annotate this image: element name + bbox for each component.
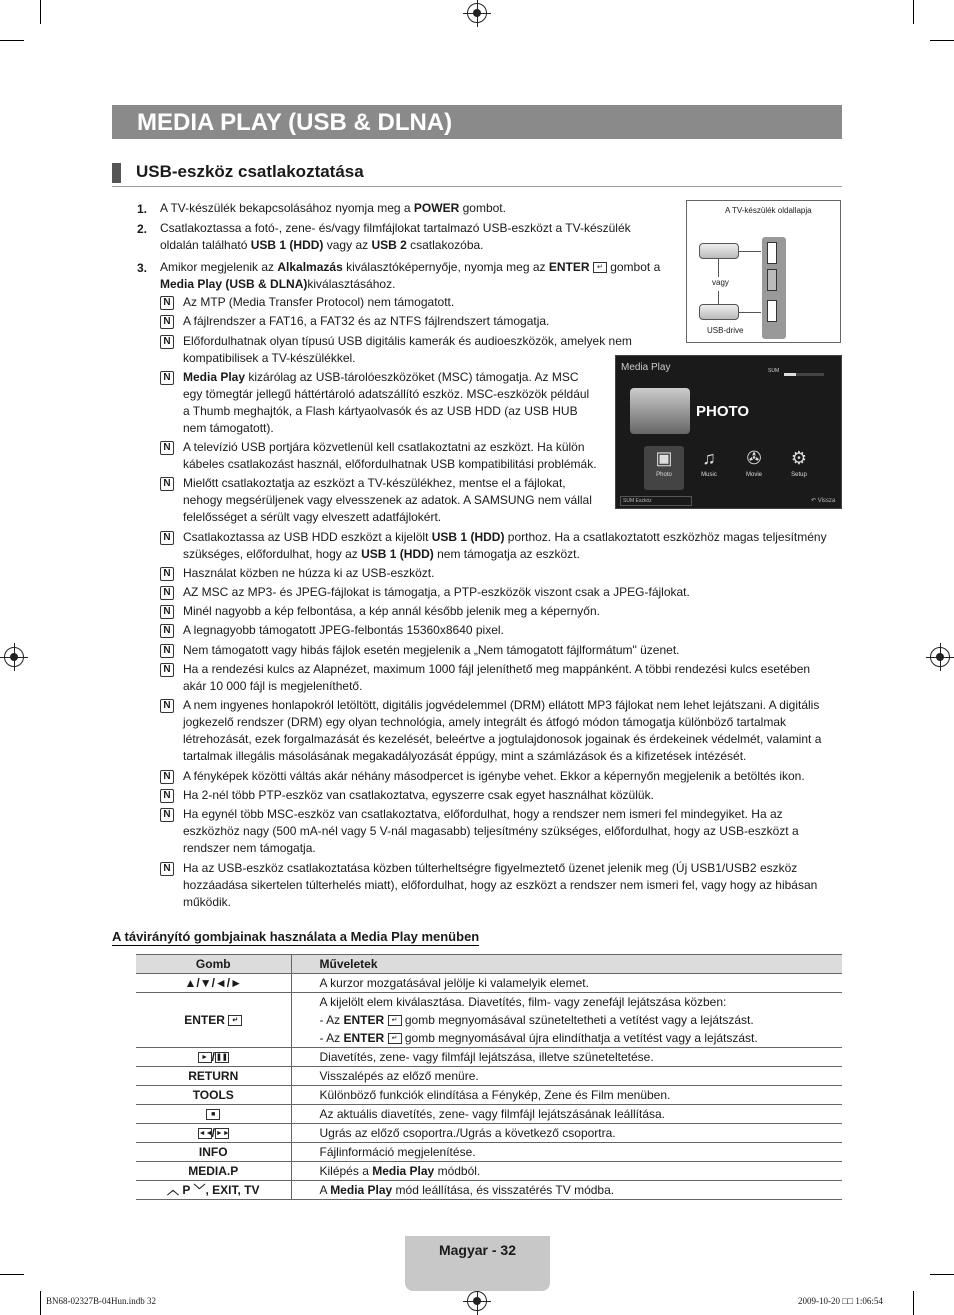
step-number: 3. <box>137 261 148 275</box>
table-row <box>136 1143 842 1162</box>
action-cell: Különböző funkciók elindítása a Fénykép, Zene és Film menüben. <box>291 1086 842 1105</box>
action-cell: Diavetítés, zene- vagy filmfájl lejátszása, illetve szüneteltetése. <box>291 1048 842 1067</box>
gear-icon: ⚙ <box>790 448 808 468</box>
table-row <box>136 1048 842 1067</box>
storage-bar <box>784 373 824 376</box>
media-play-header: Media Play <box>621 362 671 373</box>
photo-icon: ▣ <box>655 448 673 468</box>
note-text: jogkezelő rendszer (DRM) egy olyan technológia, amely integrált és átfogó módon támogatja különböző tartalmak <box>183 715 786 729</box>
enter-icon: ↵ <box>388 1033 402 1044</box>
step-text: oldalán található USB 1 (HDD) vagy az USB 2 csatlakozóba. <box>160 238 484 252</box>
action-cell: Az aktuális diavetítés, zene- vagy filmfájl lejátszásának leállítása. <box>291 1105 842 1124</box>
note-icon: N <box>160 624 174 638</box>
usb-stick-icon <box>699 243 739 259</box>
note-text: Media Play kizárólag az USB-tárolóeszközöket (MSC) támogatja. Az MSC <box>183 370 579 384</box>
registration-mark-icon <box>930 647 950 667</box>
note-text: kompatibilisek a TV-készülékkel. <box>183 351 356 365</box>
tv-side-panel-diagram <box>686 200 841 343</box>
device-selector[interactable]: SUM Eszköz <box>620 496 692 506</box>
registration-mark-icon <box>467 1291 487 1311</box>
play-icon: ► <box>198 1052 212 1063</box>
note-text: rendszer nem támogatja. <box>183 841 316 855</box>
note-text: nehogy megsérüljenek vagy elvesszenek az adatok. A SAMSUNG nem vállal <box>183 493 592 507</box>
action-cell: A Media Play mód leállítása, és visszatérés TV módba. <box>291 1181 842 1200</box>
note-text: nem támogatott). <box>183 421 274 435</box>
table-row <box>136 1181 842 1200</box>
chevron-up-icon: ︿ <box>166 1183 179 1197</box>
movie-menu-item[interactable]: ✇ Movie <box>734 446 774 490</box>
action-cell: A kurzor mozgatásával jelölje ki valamelyik elemet. <box>291 974 842 993</box>
page-number-box <box>405 1236 550 1291</box>
note-icon: N <box>160 663 174 677</box>
table-row <box>136 974 842 993</box>
step-text: Amikor megjelenik az Alkalmazás kiválasztóképernyője, nyomja meg az ENTER ↵ gombot a <box>160 260 661 274</box>
table-row <box>136 993 842 1048</box>
page-title-bar <box>112 105 842 139</box>
note-icon: N <box>160 567 174 581</box>
registration-mark-icon <box>467 3 487 23</box>
side-port-panel <box>762 237 786 339</box>
note-text: kábeles csatlakozást használ, előfordulhatnak USB kompatibilitási problémák. <box>183 457 597 471</box>
imprint-date: 2009-10-20 □□ 1:06:54 <box>798 1296 883 1306</box>
note-text: AZ MSC az MP3- és JPEG-fájlokat is támogatja, a PTP-eszközök viszont csak a JPEG-fájlokat. <box>183 585 690 599</box>
music-menu-item[interactable]: ♫ Music <box>689 446 729 490</box>
note-text: Ha az USB-eszköz csatlakoztatása közben túlterheltségre figyelmeztető üzenet jelenik meg (Új USB1/USB2 eszköz <box>183 861 798 875</box>
action-cell: Ugrás az előző csoportra./Ugrás a következő csoportra. <box>291 1124 842 1143</box>
note-text: létrehozását, ezek forgalmazását és kezelését, beleértve a jogtulajdonosok jogainak és érdekeinek védelmét, valamint a <box>183 732 822 746</box>
step-number: 2. <box>137 222 148 236</box>
remote-buttons-table <box>136 954 842 1200</box>
note-text: A fényképek közötti váltás akár néhány másodpercet is igénybe vehet. Ekkor a képernyőn megjelenik a betöltés ikon. <box>183 769 805 783</box>
usb1-port <box>767 242 777 264</box>
chevron-down-icon: ﹀ <box>193 1183 206 1197</box>
note-text: Ha a rendezési kulcs az Alapnézet, maximum 1000 fájl jeleníthető meg mappánként. A többi rendezési kulcs esetében <box>183 662 811 676</box>
sum-label: SUM <box>768 368 780 374</box>
page-number: Magyar - 32 <box>438 1242 517 1258</box>
button-cell: ▲/▼/◄/► <box>136 974 291 993</box>
note-text: A fájlrendszer a FAT16, a FAT32 és az NTFS fájlrendszert támogatja. <box>183 314 550 328</box>
note-icon: N <box>160 441 174 455</box>
imprint-file: BN68-02327B-04Hun.indb 32 <box>46 1296 156 1306</box>
note-text: eszközhöz nagy (500 mA-nél vagy 5 V-nál magasabb) teljesítmény szükséges, előfordulhat, hogy az USB-eszközt a <box>183 824 799 838</box>
table-row <box>136 1124 842 1143</box>
usb2-port <box>767 300 777 322</box>
note-icon: N <box>160 605 174 619</box>
step-number: 1. <box>137 202 148 216</box>
table-row <box>136 1162 842 1181</box>
action-cell: A kijelölt elem kiválasztása. Diavetítés, film- vagy zenefájl lejátszása közben: - Az ENTER ↵ gomb megnyomásával szüneteltetheti a vetítést vagy a lejátszást. - Az ENTER ↵ gomb megnyomásával újra elindíthatja a vetítést vagy a lejátszást. <box>291 993 842 1048</box>
note-icon: N <box>160 586 174 600</box>
button-cell: ◄◄/►► <box>136 1124 291 1143</box>
button-cell: TOOLS <box>136 1086 291 1105</box>
usb-stick-icon <box>699 304 739 320</box>
stop-icon: ■ <box>206 1109 220 1120</box>
column-header: Műveletek <box>291 955 842 974</box>
note-icon: N <box>160 808 174 822</box>
table-row <box>136 1105 842 1124</box>
note-icon: N <box>160 335 174 349</box>
music-icon: ♫ <box>702 448 716 468</box>
media-play-screen <box>615 355 842 509</box>
remote-buttons-heading: A távirányító gombjainak használata a Media Play menüben <box>112 929 480 944</box>
film-reel-icon: ✇ <box>746 448 762 468</box>
button-cell: RETURN <box>136 1067 291 1086</box>
note-text: szükséges, előfordulhat, hogy az USB 1 (HDD) nem támogatja az eszközt. <box>183 547 580 561</box>
note-text: Ha 2-nél több PTP-eszköz van csatlakoztatva, egyszerre csak egyet használhat közülük. <box>183 788 654 802</box>
step-text: A TV-készülék bekapcsolásához nyomja meg a POWER gombot. <box>160 201 506 215</box>
button-cell: MEDIA.P <box>136 1162 291 1181</box>
photo-menu-item[interactable]: ▣ Photo <box>644 446 684 490</box>
step-text: Csatlakoztassa a fotó-, zene- és/vagy filmfájlokat tartalmazó USB-eszközt a TV-készülék <box>160 221 631 235</box>
note-text: A nem ingyenes honlapokról letöltött, digitális jogvédelemmel (DRM) ellátott MP3 fájlokat nem lehet lejátszani. A digitális <box>183 698 820 712</box>
diagram-caption: A TV-készülék oldallapja <box>725 206 812 215</box>
button-cell: ► /❚❚ <box>136 1048 291 1067</box>
note-icon: N <box>160 644 174 658</box>
note-icon: N <box>160 296 174 310</box>
enter-icon: ↵ <box>388 1015 402 1026</box>
note-icon: N <box>160 770 174 784</box>
pause-icon: ❚❚ <box>216 1054 228 1062</box>
section-title: USB-eszköz csatlakoztatása <box>136 162 364 181</box>
action-cell: Visszalépés az előző menüre. <box>291 1067 842 1086</box>
enter-icon: ↵ <box>593 262 607 273</box>
note-text: felelősséget a sérült vagy elveszett adatfájlokért. <box>183 510 442 524</box>
note-text: Nem támogatott vagy hibás fájlok esetén megjelenik a „Nem támogatott fájlformátum" üzenet. <box>183 643 680 657</box>
table-row <box>136 1086 842 1105</box>
note-icon: N <box>160 789 174 803</box>
back-button[interactable]: ↶ Vissza <box>811 498 836 504</box>
note-text: Ha egynél több MSC-eszköz van csatlakoztatva, előfordulhat, hogy a rendszer nem ismeri fel mindegyiket. Ha az <box>183 807 783 821</box>
action-cell: Fájlinformáció megjelenítése. <box>291 1143 842 1162</box>
note-text: működik. <box>183 895 232 909</box>
note-text: Csatlakoztassa az USB HDD eszközt a kijelölt USB 1 (HDD) porthoz. Ha a csatlakoztatott eszközhöz magas teljesítmény <box>183 530 827 544</box>
button-cell: INFO <box>136 1143 291 1162</box>
note-icon: N <box>160 477 174 491</box>
note-text: akár 10 000 fájl is megjeleníthető. <box>183 679 363 693</box>
note-text: hozzáadása sikertelen túlterhelés miatt), előfordulhat, hogy az eszközt a rendszer nem ismeri fel, vagy hogy az hibásan <box>183 878 818 892</box>
note-text: tartalmak illegális másolásának megakadályozását éppúgy, mint a számlázások és a kifizetések intézését. <box>183 749 747 763</box>
table-header-row <box>136 955 842 974</box>
table-row <box>136 1067 842 1086</box>
hdmi-port <box>767 269 777 291</box>
note-icon: N <box>160 531 174 545</box>
note-text: A legnagyobb támogatott JPEG-felbontás 15360x8640 pixel. <box>183 623 504 637</box>
or-label: vagy <box>712 278 729 287</box>
note-icon: N <box>160 371 174 385</box>
button-cell <box>136 1105 291 1124</box>
section-marker <box>112 163 121 183</box>
button-cell: ENTER ↵ <box>136 993 291 1048</box>
note-icon: N <box>160 862 174 876</box>
enter-icon: ↵ <box>228 1015 242 1026</box>
note-text: Mielőtt csatlakoztatja az eszközt a TV-készülékhez, mentse el a fájlokat, <box>183 476 566 490</box>
note-text: Az MTP (Media Transfer Protocol) nem támogatott. <box>183 295 455 309</box>
section-heading <box>112 161 842 187</box>
note-text: Előfordulhatnak olyan típusú USB digitális kamerák és audioeszközök, amelyek nem <box>183 334 632 348</box>
photo-thumbnail-icon <box>630 388 690 434</box>
note-text: Használat közben ne húzza ki az USB-eszközt. <box>183 566 435 580</box>
note-text: a Thumb meghajtók, a Flash kártyaolvasók és az USB HDD (az USB HUB <box>183 404 578 418</box>
column-header: Gomb <box>136 955 291 974</box>
setup-menu-item[interactable]: ⚙ Setup <box>779 446 819 490</box>
note-text: A televízió USB portjára közvetlenül kell csatlakoztatni az eszközt. Ha külön <box>183 440 585 454</box>
step-text: Media Play (USB & DLNA)kiválasztásához. <box>160 277 396 291</box>
photo-title: PHOTO <box>696 403 750 420</box>
note-icon: N <box>160 315 174 329</box>
action-cell: Kilépés a Media Play módból. <box>291 1162 842 1181</box>
usb-drive-label: USB-drive <box>707 326 744 335</box>
fast-forward-icon: ►► <box>215 1130 230 1138</box>
note-text: egy tömegtár jellegű háttértároló adatszállító eszköz. MSC-eszközök például <box>183 387 590 401</box>
registration-mark-icon <box>4 647 24 667</box>
page-title: MEDIA PLAY (USB & DLNA) <box>137 109 453 136</box>
note-text: Minél nagyobb a kép felbontása, a kép annál később jelenik meg a képernyőn. <box>183 604 600 618</box>
note-icon: N <box>160 699 174 713</box>
button-cell: ︿ P ﹀, EXIT, TV <box>136 1181 291 1200</box>
rewind-icon: ◄◄ <box>198 1130 213 1138</box>
